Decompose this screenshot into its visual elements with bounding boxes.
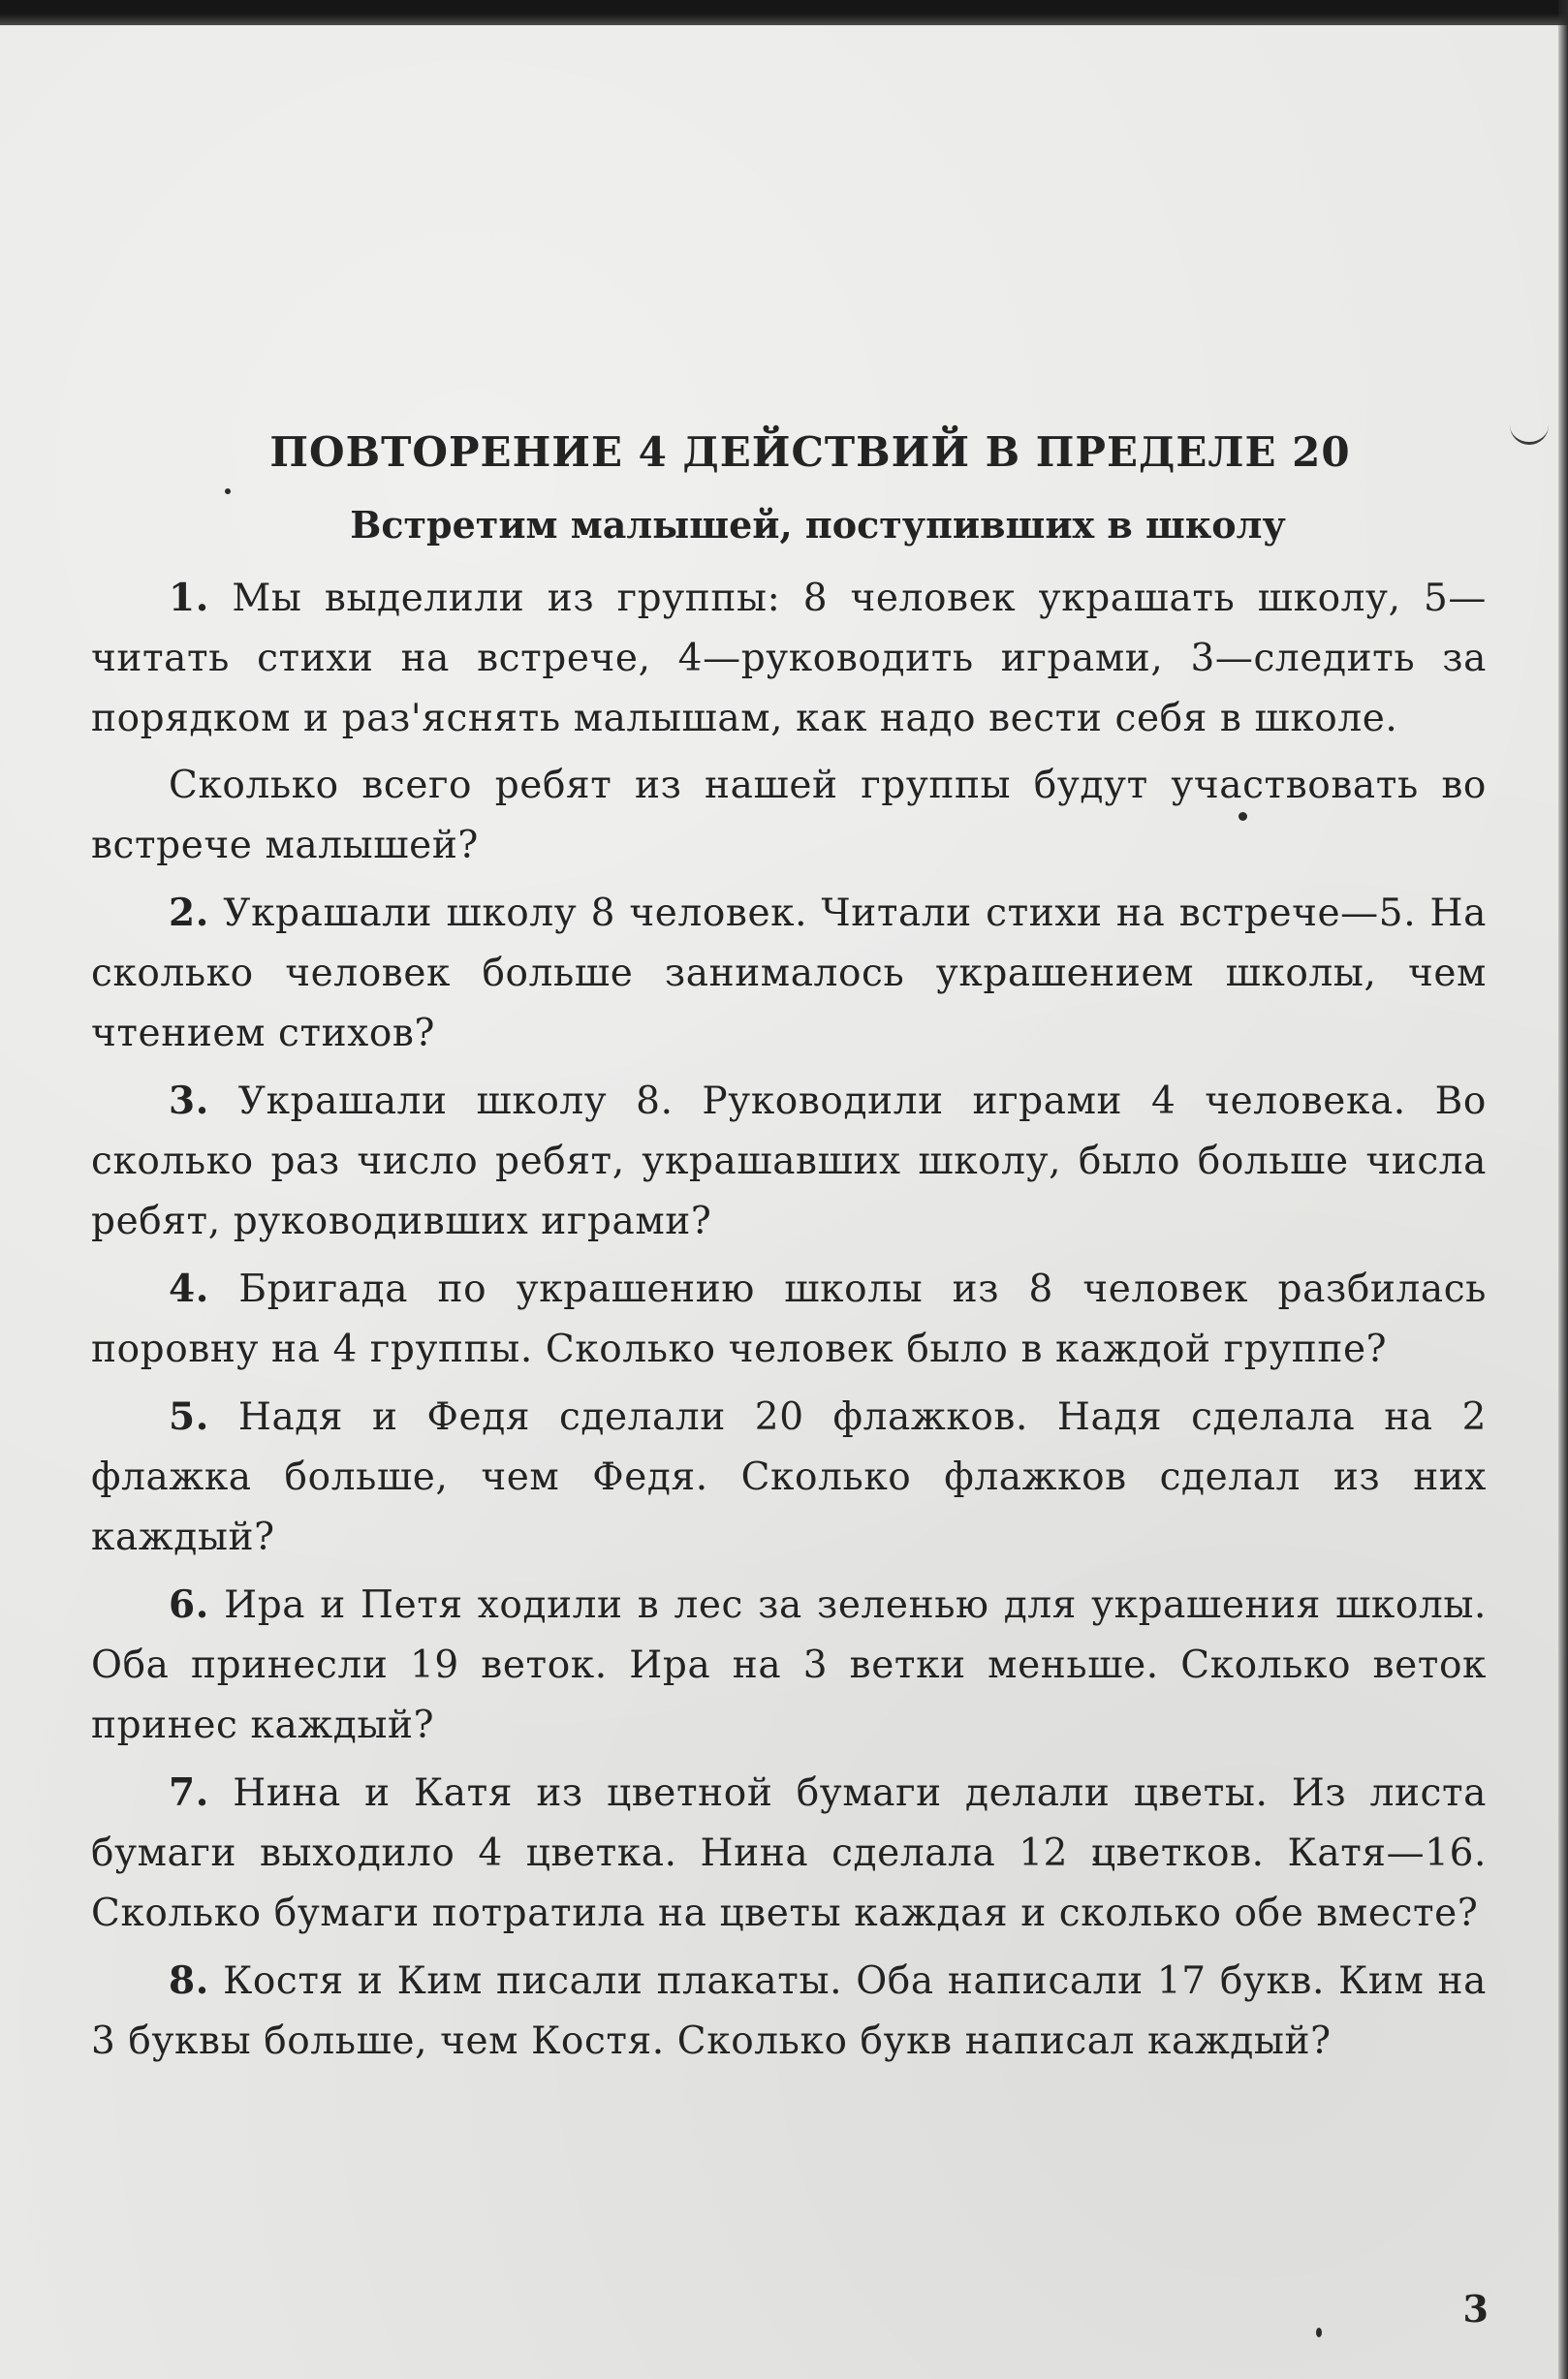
- page-content: [91, 426, 1487, 2079]
- problem-6: [91, 1575, 1487, 1756]
- problem-number: 6.: [169, 1581, 209, 1627]
- problem-number: 4.: [169, 1266, 209, 1311]
- page-number: 3: [1462, 2287, 1489, 2331]
- section-subheading: Встретим малышей, поступивших в школу: [350, 502, 1286, 547]
- page-top-edge: [0, 0, 1568, 25]
- problem-4: [91, 1259, 1487, 1380]
- problem-number: 2.: [169, 890, 209, 935]
- problem-text: Костя и Ким писали плакаты. Оба написали 17 букв. Ким на 3 буквы больше, чем Костя. Сколько букв написал каждый?: [91, 1958, 1488, 2063]
- margin-pencil-mark: [1510, 424, 1549, 445]
- problem-text: Украшали школу 8 человек. Читали стихи на встрече—5. На сколько человек больше занималось украшением школы, чем чтением стихов?: [91, 891, 1487, 1055]
- problem-1: [91, 568, 1487, 749]
- problem-number: 3.: [169, 1078, 209, 1123]
- problem-number: 8.: [169, 1957, 209, 2003]
- problem-2: [91, 883, 1487, 1064]
- problem-7: [91, 1763, 1487, 1944]
- problem-text: Сколько всего ребят из нашей группы будут участвовать во встрече малышей?: [91, 763, 1487, 867]
- problem-number: 7.: [169, 1769, 209, 1815]
- section-heading: ПОВТОРЕНИЕ 4 ДЕЙСТВИЙ В ПРЕДЕЛЕ 20: [269, 428, 1351, 476]
- problem-number: 5.: [169, 1393, 209, 1439]
- problem-text: Ира и Петя ходили в лес за зеленью для украшения школы. Оба принесли 19 веток. Ира на 3 ветки меньше. Сколько веток принес каждый?: [91, 1582, 1487, 1747]
- problem-text: Бригада по украшению школы из 8 человек разбилась поровну на 4 группы. Сколько человек было в каждой группе?: [91, 1267, 1488, 1371]
- problem-5: [91, 1387, 1487, 1568]
- problem-number: 1.: [169, 575, 209, 620]
- page-right-edge: [1558, 0, 1568, 2379]
- problem-text: Украшали школу 8. Руководили играми 4 человека. Во сколько раз число ребят, украшавших школу, было больше числа ребят, руководивших играми?: [91, 1079, 1487, 1243]
- problem-1-question: [91, 756, 1487, 876]
- problem-text: Мы выделили из группы: 8 человек украшать школу, 5—читать стихи на встрече, 4—руководить играми, 3—следить за порядком и раз'яснять малышам, как надо вести себя в школе.: [91, 576, 1487, 740]
- problem-3: [91, 1071, 1487, 1252]
- print-speck: [1316, 2328, 1322, 2337]
- problem-text: Надя и Федя сделали 20 флажков. Надя сделала на 2 флажка больше, чем Федя. Сколько флажков сделал из них каждый?: [91, 1394, 1487, 1559]
- problem-8: [91, 1951, 1487, 2072]
- problem-text: Нина и Катя из цветной бумаги делали цветы. Из листа бумаги выходило 4 цветка. Нина сделала 12 цветков. Катя—16. Сколько бумаги потратила на цветы каждая и сколько обе вместе?: [91, 1770, 1488, 1935]
